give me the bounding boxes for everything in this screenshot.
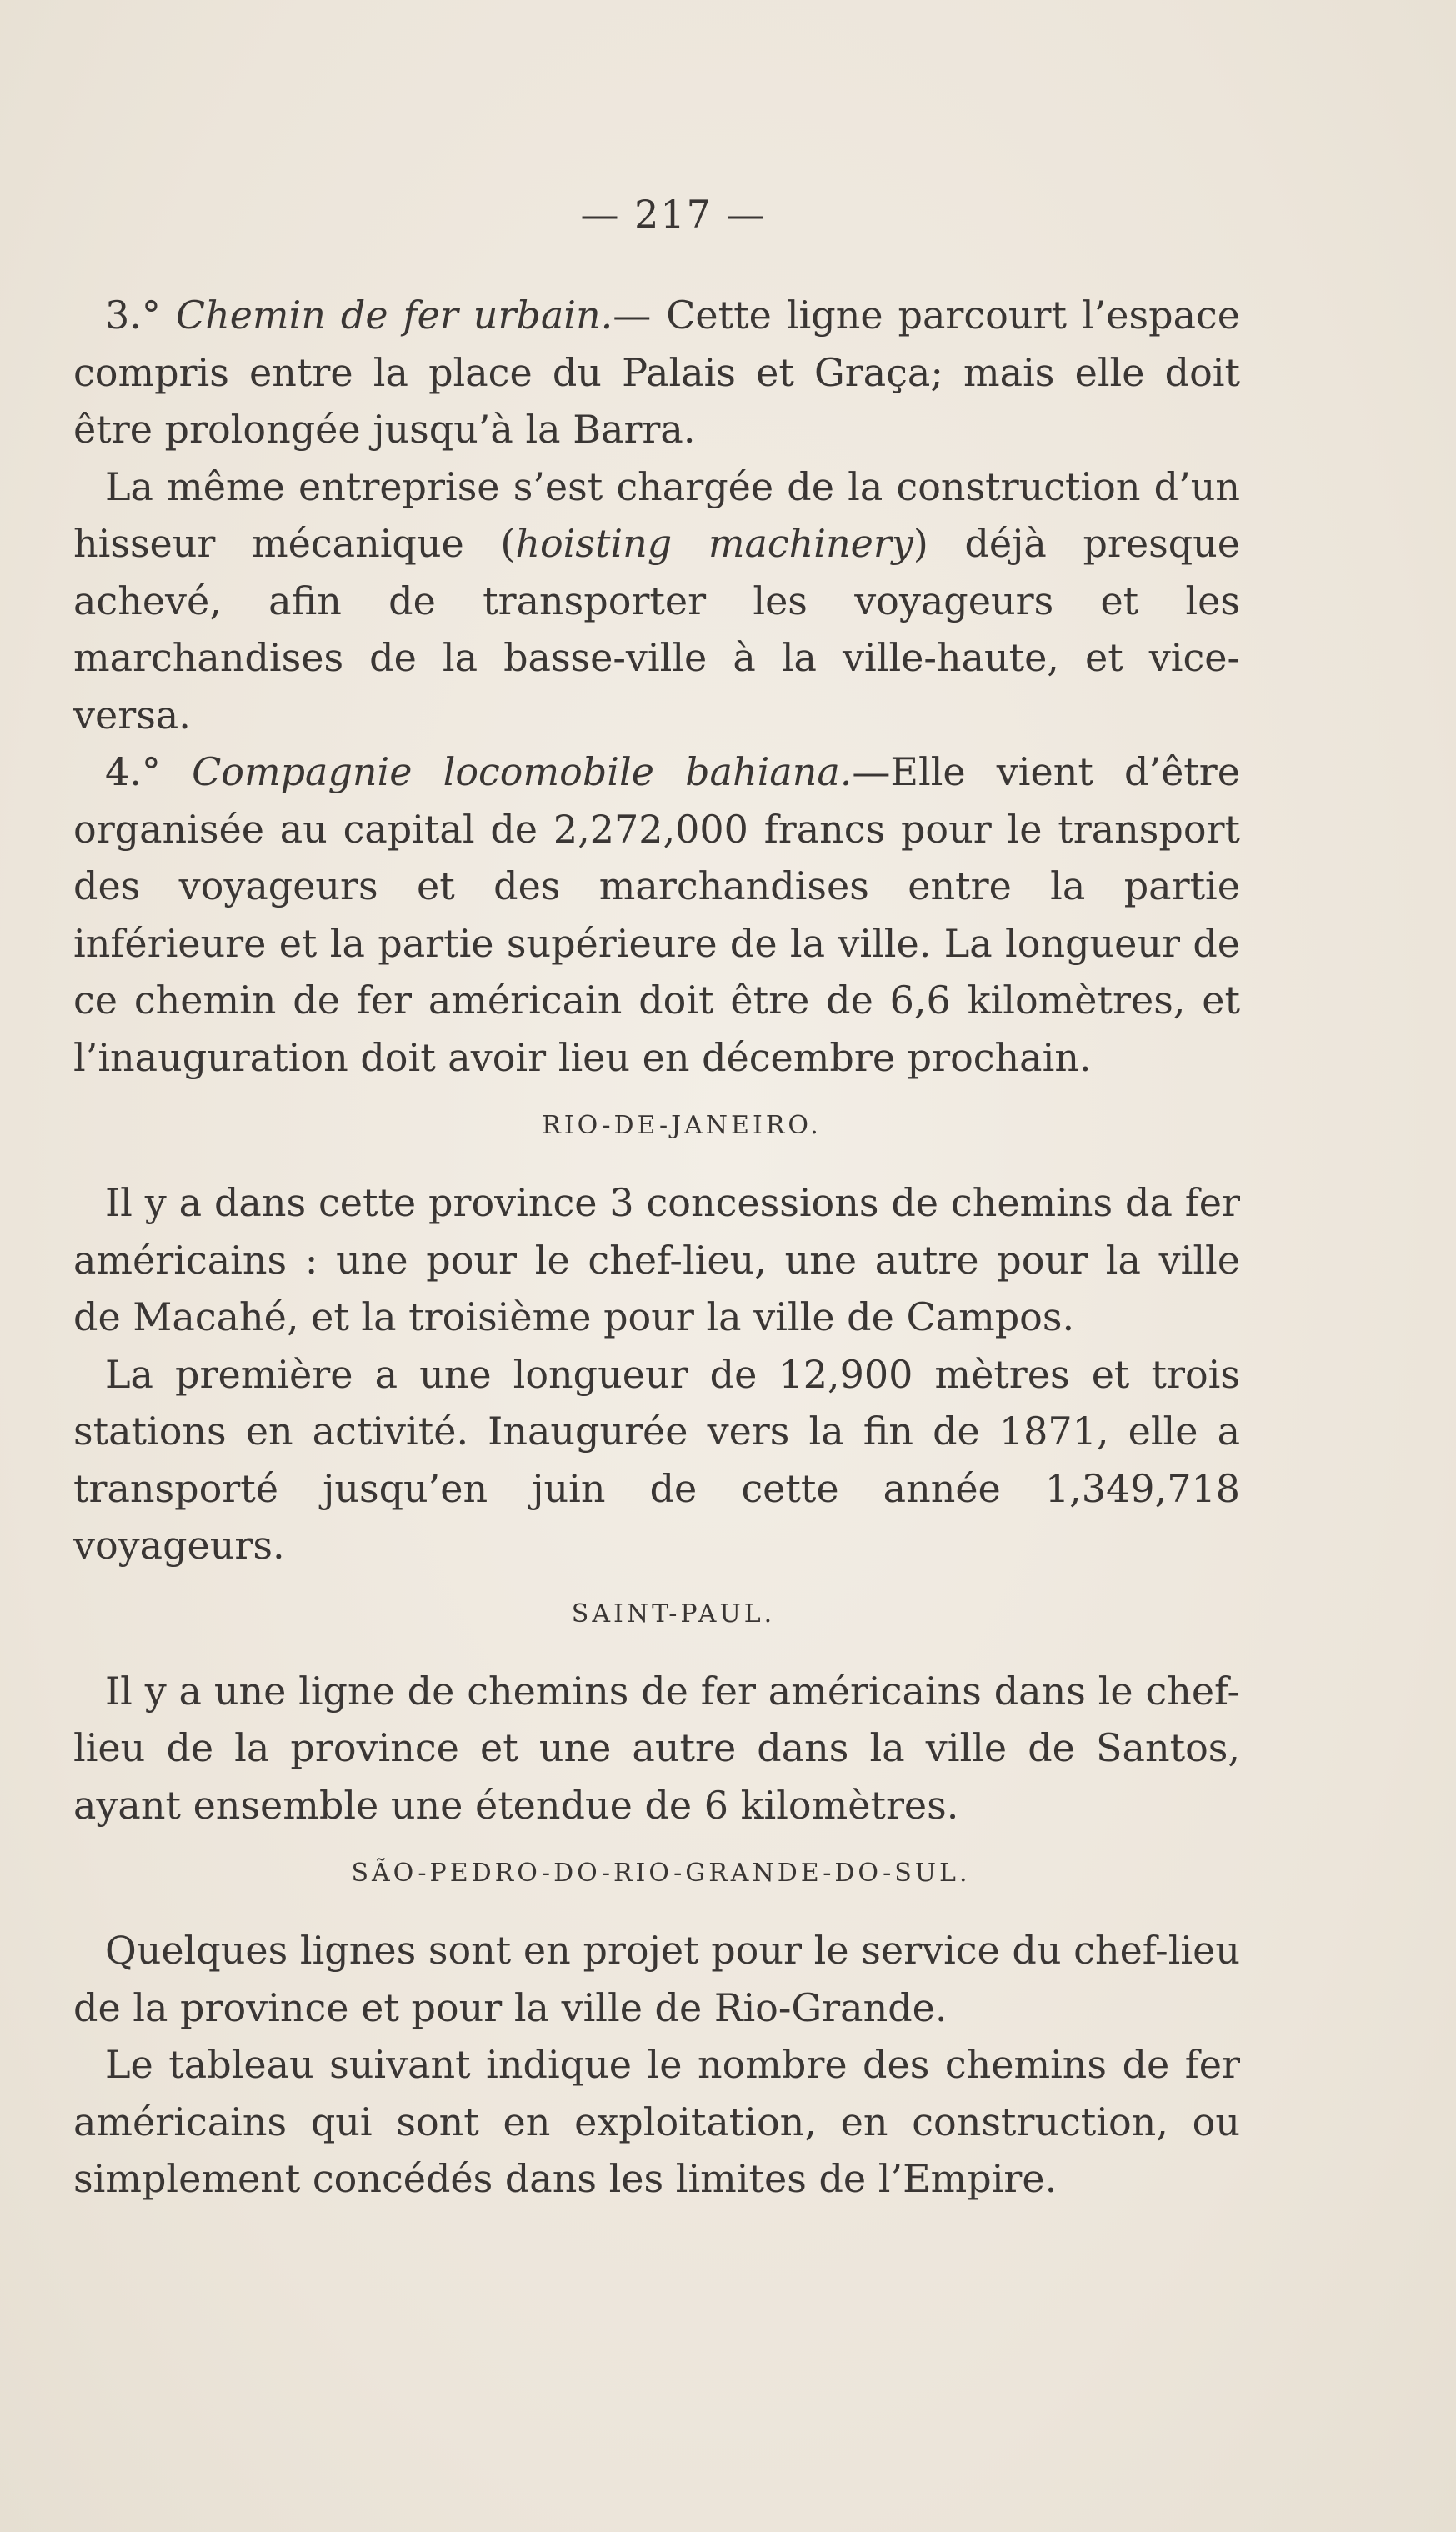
paragraph-hisseur xyxy=(73,458,1240,744)
heading-saint-paul: SAINT-PAUL. xyxy=(571,1599,776,1629)
section-number: 4.° xyxy=(105,749,161,794)
section-text: — Cette ligne parcourt l’espace compris entre la place du Palais et Graça; mais elle doit être prolongée jusqu’à la Barra. xyxy=(73,293,1240,452)
emphasis-hoisting-machinery: hoisting machinery xyxy=(515,521,913,566)
paragraph-text-after: ) déjà presque achevé, afin de transporter les voyageurs et les marchandises de la basse-ville à la ville-haute, et vice-versa. xyxy=(73,521,1241,738)
section-title: Compagnie locomobile bahiana. xyxy=(192,749,853,794)
paragraph-compagnie-locomobile xyxy=(73,743,1240,1086)
heading-sao-pedro: SÃO-PEDRO-DO-RIO-GRANDE-DO-SUL. xyxy=(351,1859,971,1888)
heading-rio-de-janeiro: RIO-DE-JANEIRO. xyxy=(542,1111,822,1140)
section-number: 3.° xyxy=(105,293,161,338)
paragraph-rio-concessions: Il y a dans cette province 3 concessions de chemins da fer américains : une pour le chef-lieu, une autre pour la ville de Macahé, et la troisième pour la ville de Campos. xyxy=(73,1180,1240,1339)
section-text: —Elle vient d’être organisée au capital de 2,272,000 francs pour le transport des voyageurs et des marchandises entre la partie inférieure et la partie supérieure de la ville. La longueur de ce chemin de fer américain doit être de 6,6 kilomètres, et l’inauguration doit avoir lieu en décembre prochain. xyxy=(73,749,1241,1080)
paragraph-chemin-urbain xyxy=(73,287,1240,458)
paragraph-text-before: La même entreprise s’est chargée de la construction d’un hisseur mécanique ( xyxy=(73,463,1240,566)
paragraph-rio-premiere: La première a une longueur de 12,900 mètres et trois stations en activité. Inaugurée vers la fin de 1871, elle a transporté jusqu’en juin de cette année 1,349,718 voyageurs. xyxy=(73,1351,1240,1568)
page-body xyxy=(73,192,1240,2208)
section-title: Chemin de fer urbain. xyxy=(175,293,613,338)
page-number: — 217 — xyxy=(580,192,767,237)
paragraph-sao-pedro-projet: Quelques lignes sont en projet pour le service du chef-lieu de la province et pour la ville de Rio-Grande. xyxy=(73,1928,1240,2030)
paragraph-tableau-suivant: Le tableau suivant indique le nombre des chemins de fer américains qui sont en exploitation, en construction, ou simplement concédés dans les limites de l’Empire. xyxy=(73,2042,1240,2201)
paragraph-saint-paul: Il y a une ligne de chemins de fer américains dans le chef-lieu de la province et une autre dans la ville de Santos, ayant ensemble une étendue de 6 kilomètres. xyxy=(73,1668,1240,1828)
